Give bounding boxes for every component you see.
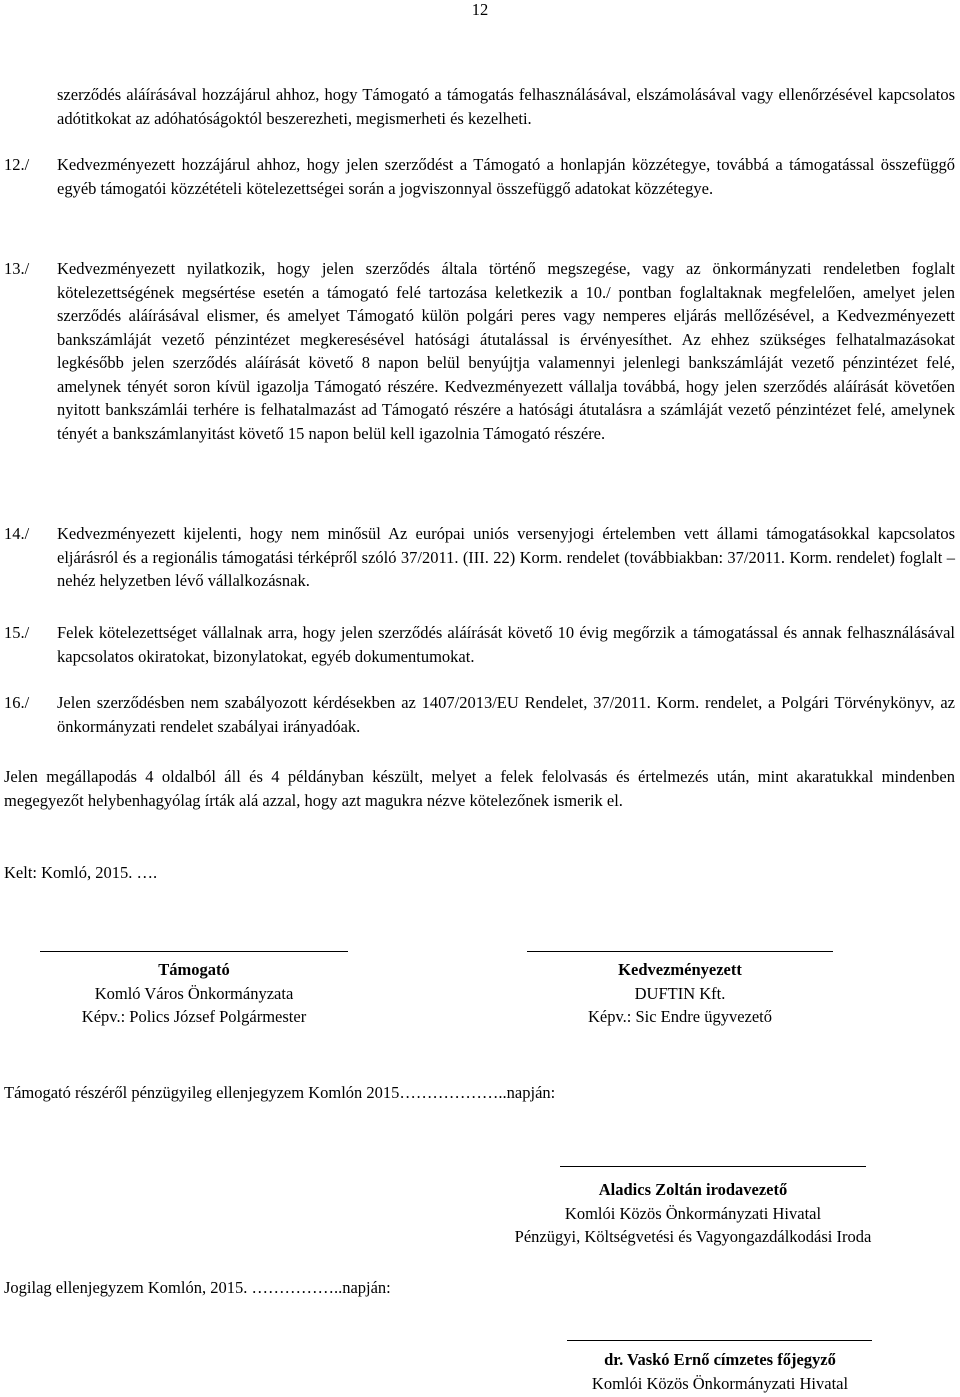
clause-16-text: Jelen szerződésben nem szabályozott kérdésekben az 1407/2013/EU Rendelet, 37/2011. Korm. rendelet, a Polgári Törvénykönyv, az önkormányzati rendelet szabályai irányadóak.	[57, 693, 955, 736]
clause-12-text: Kedvezményezett hozzájárul ahhoz, hogy jelen szerződést a Támogató a honlapján közzétegye, továbbá a támogatással összefüggő egyéb támogatói közzétételi kötelezettségei során a jogviszonnyal összefüggő adatokat közzétegye.	[57, 155, 955, 198]
financial-signer-office: Komlói Közös Önkormányzati Hivatal	[564, 1203, 822, 1223]
clause-15-number: 15./	[4, 623, 30, 642]
signature-line-beneficiary	[527, 951, 833, 952]
beneficiary-org: DUFTIN Kft.	[634, 983, 726, 1003]
signature-line-legal	[567, 1340, 872, 1341]
financial-signer-department: Pénzügyi, Költségvetési és Vagyongazdálkodási Iroda	[514, 1227, 872, 1246]
supporter-rep: Képv.: Polics József Polgármester	[81, 1007, 307, 1026]
clause-16-number: 16./	[4, 693, 30, 712]
clause-13-text: Kedvezményezett nyilatkozik, hogy jelen szerződés általa történő megszegése, vagy az önkormányzati rendeletben foglalt kötelezettségének megsértése esetén a támogató felé tartozása keletkezik a 10./ pontban foglaltaknak megfelelően, amelyet jelen szerződés aláírásával elismer, és amelyet Támogató külön polgári peres vagy nemperes eljárás mellőzésével, a Kedvezményezett bankszámláját vezető pénzintézet megkeresésével hatósági átutalással is érvényesíthet. Az ehhez szükséges felhatalmazásokat legkésőbb jelen szerződés aláírását követő 8 napon belül benyújtja valamennyi jelenlegi bankszámláját vezető pénzintézet felé, amelynek tényét soron kívül igazolja Támogató részére. Kedvezményezett vállalja továbbá, hogy jelen szerződés aláírását követően nyitott bankszámlái terhére is felhatalmazást ad Támogató részére a hatósági átutalásra a számláját vezető pénzintézet felé, amelynek tényét a bankszámlanyitást követő 15 napon belül kell igazolnia Támogató részére.	[57, 259, 955, 443]
financial-signer-block	[430, 1178, 956, 1249]
closing-paragraph: Jelen megállapodás 4 oldalból áll és 4 példányban készült, melyet a felek felolvasás és értelmezés után, mint akaratukkal mindenben megegyezőt helybenhagyólag írták alá azzal, hogy azt magukra nézve kötelezőnek ismerik el.	[4, 767, 955, 810]
financial-countersign-line: Támogató részéről pénzügyileg ellenjegyzem Komlón 2015………………..napján:	[4, 1083, 556, 1102]
signature-line-supporter	[40, 951, 348, 952]
supporter-org: Komló Város Önkormányzata	[94, 983, 294, 1003]
legal-signer-office: Komlói Közös Önkormányzati Hivatal	[591, 1373, 849, 1393]
clause-14-text: Kedvezményezett kijelenti, hogy nem minősül Az európai uniós versenyjogi értelemben vett állami támogatásokkal kapcsolatos eljárásról és a regionális támogatási térképről szóló 37/2011. (III. 22) Korm. rendelet (továbbiakban: 37/2011. Korm. rendelet) foglalt – nehéz helyzetben lévő vállalkozásnak.	[57, 524, 955, 590]
legal-countersign-line: Jogilag ellenjegyzem Komlón, 2015. ……………..napján:	[4, 1278, 391, 1297]
beneficiary-signature-block	[490, 958, 870, 1029]
legal-signer-name: dr. Vaskó Ernő címzetes főjegyző	[604, 1350, 836, 1369]
supporter-role: Támogató	[158, 960, 230, 979]
page-number: 12	[471, 0, 489, 19]
signature-line-financial	[560, 1166, 866, 1167]
clause-12-number: 12./	[4, 155, 30, 174]
legal-signer-block	[520, 1348, 920, 1395]
intro-paragraph: szerződés aláírásával hozzájárul ahhoz, hogy Támogató a támogatás felhasználásával, elszámolásával vagy ellenőrzésével kapcsolatos adótitkokat az adóhatóságoktól beszerezheti, megismerheti és kezelheti.	[57, 85, 955, 128]
beneficiary-rep: Képv.: Sic Endre ügyvezető	[587, 1007, 773, 1026]
clause-13-number: 13./	[4, 259, 30, 278]
date-line: Kelt: Komló, 2015. ….	[4, 863, 158, 882]
clause-14-number: 14./	[4, 524, 30, 543]
beneficiary-role: Kedvezményezett	[618, 960, 742, 979]
supporter-signature-block	[4, 958, 384, 1029]
clause-15-text: Felek kötelezettséget vállalnak arra, hogy jelen szerződés aláírását követő 10 évig megőrzik a támogatással és annak felhasználásával kapcsolatos okiratokat, bizonylatokat, egyéb dokumentumokat.	[57, 623, 955, 666]
financial-signer-name: Aladics Zoltán irodavezető	[598, 1180, 788, 1199]
